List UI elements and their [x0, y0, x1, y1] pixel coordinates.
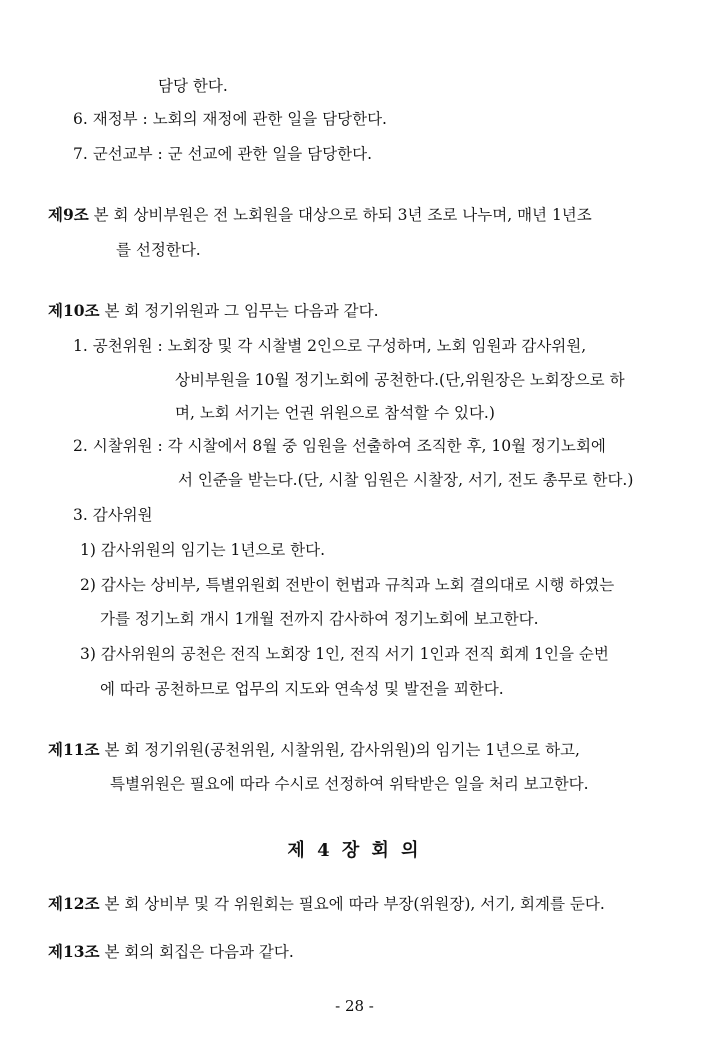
text-line: 상비부원을 10월 정기노회에 공천한다.(단,위원장은 노회장으로 하	[175, 371, 625, 389]
article-number: 제13조	[48, 942, 100, 961]
text-line: 3) 감사위원의 공천은 전직 노회장 1인, 전직 서기 1인과 전직 회계 1인을 순번	[80, 645, 609, 663]
text-line: 며, 노회 서기는 언권 위원으로 참석할 수 있다.)	[175, 404, 495, 422]
article-13: 제13조 본 회의 회집은 다음과 같다.	[48, 942, 294, 961]
article-number: 제10조	[48, 301, 100, 320]
page-number: - 28 -	[335, 997, 374, 1015]
text-line: 2. 시찰위원 : 각 시찰에서 8월 중 임원을 선출하여 조직한 후, 10월 정기노회에	[73, 437, 606, 455]
text-line: 2) 감사는 상비부, 특별위원회 전반이 헌법과 규칙과 노회 결의대로 시행 하였는	[80, 576, 615, 594]
text-line: 3. 감사위원	[73, 506, 153, 524]
text-line: 6. 재정부 : 노회의 재정에 관한 일을 담당한다.	[73, 110, 387, 128]
article-10: 제10조 본 회 정기위원과 그 임무는 다음과 같다.	[48, 301, 379, 320]
article-number: 제9조	[48, 205, 89, 224]
text-line: 담당 한다.	[158, 77, 228, 95]
text-line: 에 따라 공천하므로 업무의 지도와 연속성 및 발전을 꾀한다.	[100, 680, 504, 698]
article-number: 제12조	[48, 894, 100, 913]
chapter-heading: 제 4 장 회 의	[287, 840, 422, 861]
text-line: 특별위원은 필요에 따라 수시로 선정하여 위탁받은 일을 처리 보고한다.	[110, 775, 589, 793]
text-line: 7. 군선교부 : 군 선교에 관한 일을 담당한다.	[73, 145, 372, 163]
article-11: 제11조 본 회 정기위원(공천위원, 시찰위원, 감사위원)의 임기는 1년으로 하고,	[48, 740, 580, 759]
text-line: 를 선정한다.	[116, 241, 201, 259]
article-9: 제9조 본 회 상비부원은 전 노회원을 대상으로 하되 3년 조로 나누며, 매년 1년조	[48, 205, 592, 224]
text-line: 1. 공천위원 : 노회장 및 각 시찰별 2인으로 구성하며, 노회 임원과 감사위원,	[73, 337, 587, 355]
text-line: 1) 감사위원의 임기는 1년으로 한다.	[80, 541, 326, 559]
text-line: 가를 정기노회 개시 1개월 전까지 감사하여 정기노회에 보고한다.	[100, 610, 539, 628]
text-line: 서 인준을 받는다.(단, 시찰 임원은 시찰장, 서기, 전도 총무로 한다.)	[178, 471, 634, 489]
article-number: 제11조	[48, 740, 100, 759]
article-12: 제12조 본 회 상비부 및 각 위원회는 필요에 따라 부장(위원장), 서기, 회계를 둔다.	[48, 894, 605, 913]
